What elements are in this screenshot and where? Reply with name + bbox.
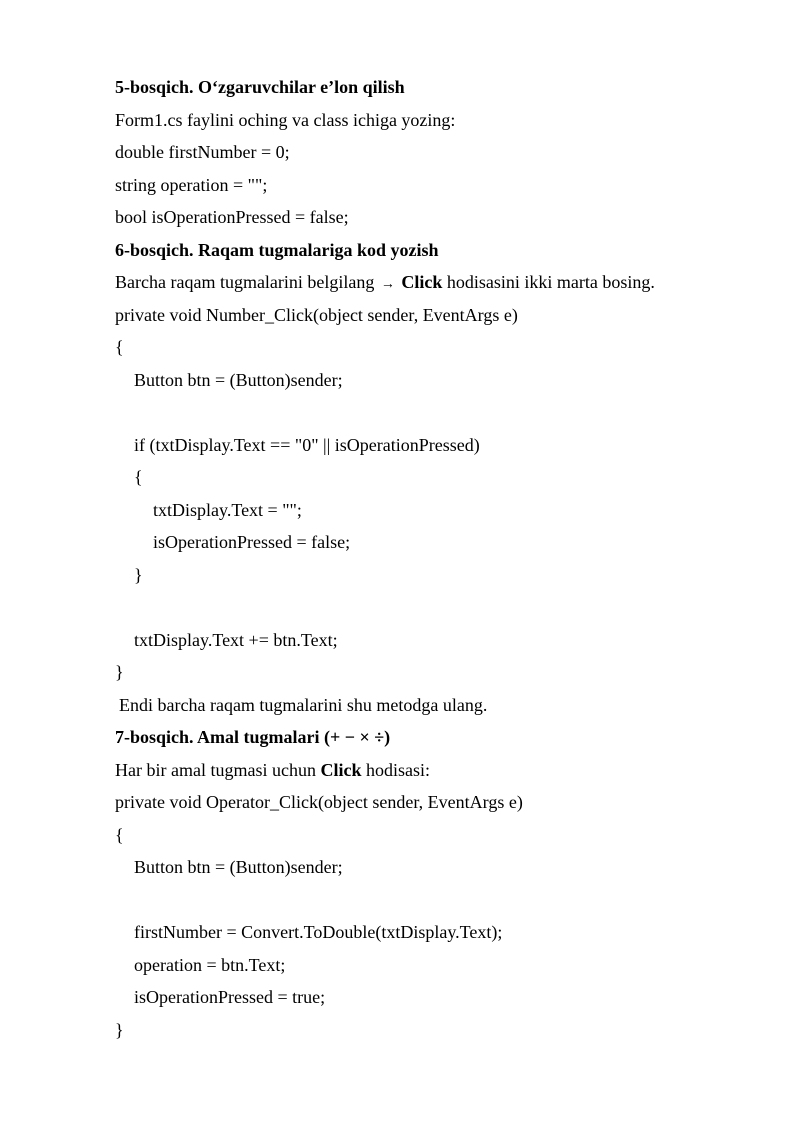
- click-keyword: Click: [320, 759, 362, 780]
- section-6-heading: 6-bosqich. Raqam tugmalariga kod yozish: [115, 239, 439, 260]
- operator-click-btn-line: Button btn = (Button)sender;: [134, 857, 343, 877]
- blank-line: [115, 396, 755, 429]
- click-keyword: Click: [401, 272, 443, 292]
- operator-click-open-brace: {: [115, 824, 124, 845]
- document-page: [115, 71, 755, 1046]
- section-7-intro-text: Har bir amal tugmasi uchun: [115, 759, 316, 780]
- blank-line: [115, 884, 755, 917]
- reset-flag-line: isOperationPressed = false;: [153, 532, 351, 552]
- section-6-intro-tail: hodisasini ikki marta bosing.: [446, 272, 655, 292]
- number-click-close-brace: }: [115, 662, 124, 682]
- number-click-btn-line: Button btn = (Button)sender;: [134, 369, 343, 390]
- section-5-heading: 5-bosqich. O‘zgaruvchilar e’lon qilish: [115, 77, 405, 97]
- number-click-open-brace: {: [115, 337, 124, 357]
- code-line-is-operation-pressed: bool isOperationPressed = false;: [115, 207, 349, 227]
- operator-click-signature: private void Operator_Click(object sender, EventArgs e): [115, 792, 523, 812]
- section-6-intro-text: Barcha raqam tugmalarini belgilang: [115, 272, 375, 292]
- number-click-signature: private void Number_Click(object sender, EventArgs e): [115, 304, 518, 325]
- clear-display-line: txtDisplay.Text = "";: [153, 499, 302, 520]
- first-number-assign-line: firstNumber = Convert.ToDouble(txtDisplay.Text);: [134, 922, 503, 942]
- operator-click-close-brace: }: [115, 1019, 124, 1040]
- code-line-operation: string operation = "";: [115, 174, 268, 195]
- if-open-brace: {: [134, 467, 143, 487]
- append-text-line: txtDisplay.Text += btn.Text;: [134, 629, 338, 650]
- blank-line: [115, 591, 755, 624]
- section-5-intro: Form1.cs faylini oching va class ichiga yozing:: [115, 109, 456, 130]
- operation-assign-line: operation = btn.Text;: [134, 954, 286, 975]
- section-7-heading: 7-bosqich. Amal tugmalari (+ − × ÷): [115, 727, 391, 747]
- pressed-assign-line: isOperationPressed = true;: [134, 987, 326, 1007]
- section-7-intro-tail: hodisasi:: [365, 759, 430, 780]
- section-7-intro: [115, 754, 755, 787]
- section-6-note: Endi barcha raqam tugmalarini shu metodga ulang.: [119, 694, 488, 715]
- if-close-brace: }: [134, 564, 143, 585]
- number-click-if-line: if (txtDisplay.Text == "0" || isOperationPressed): [134, 434, 480, 455]
- section-6-intro: [115, 266, 755, 299]
- code-line-first-number: double firstNumber = 0;: [115, 142, 290, 162]
- arrow-right-icon: →: [380, 277, 395, 292]
